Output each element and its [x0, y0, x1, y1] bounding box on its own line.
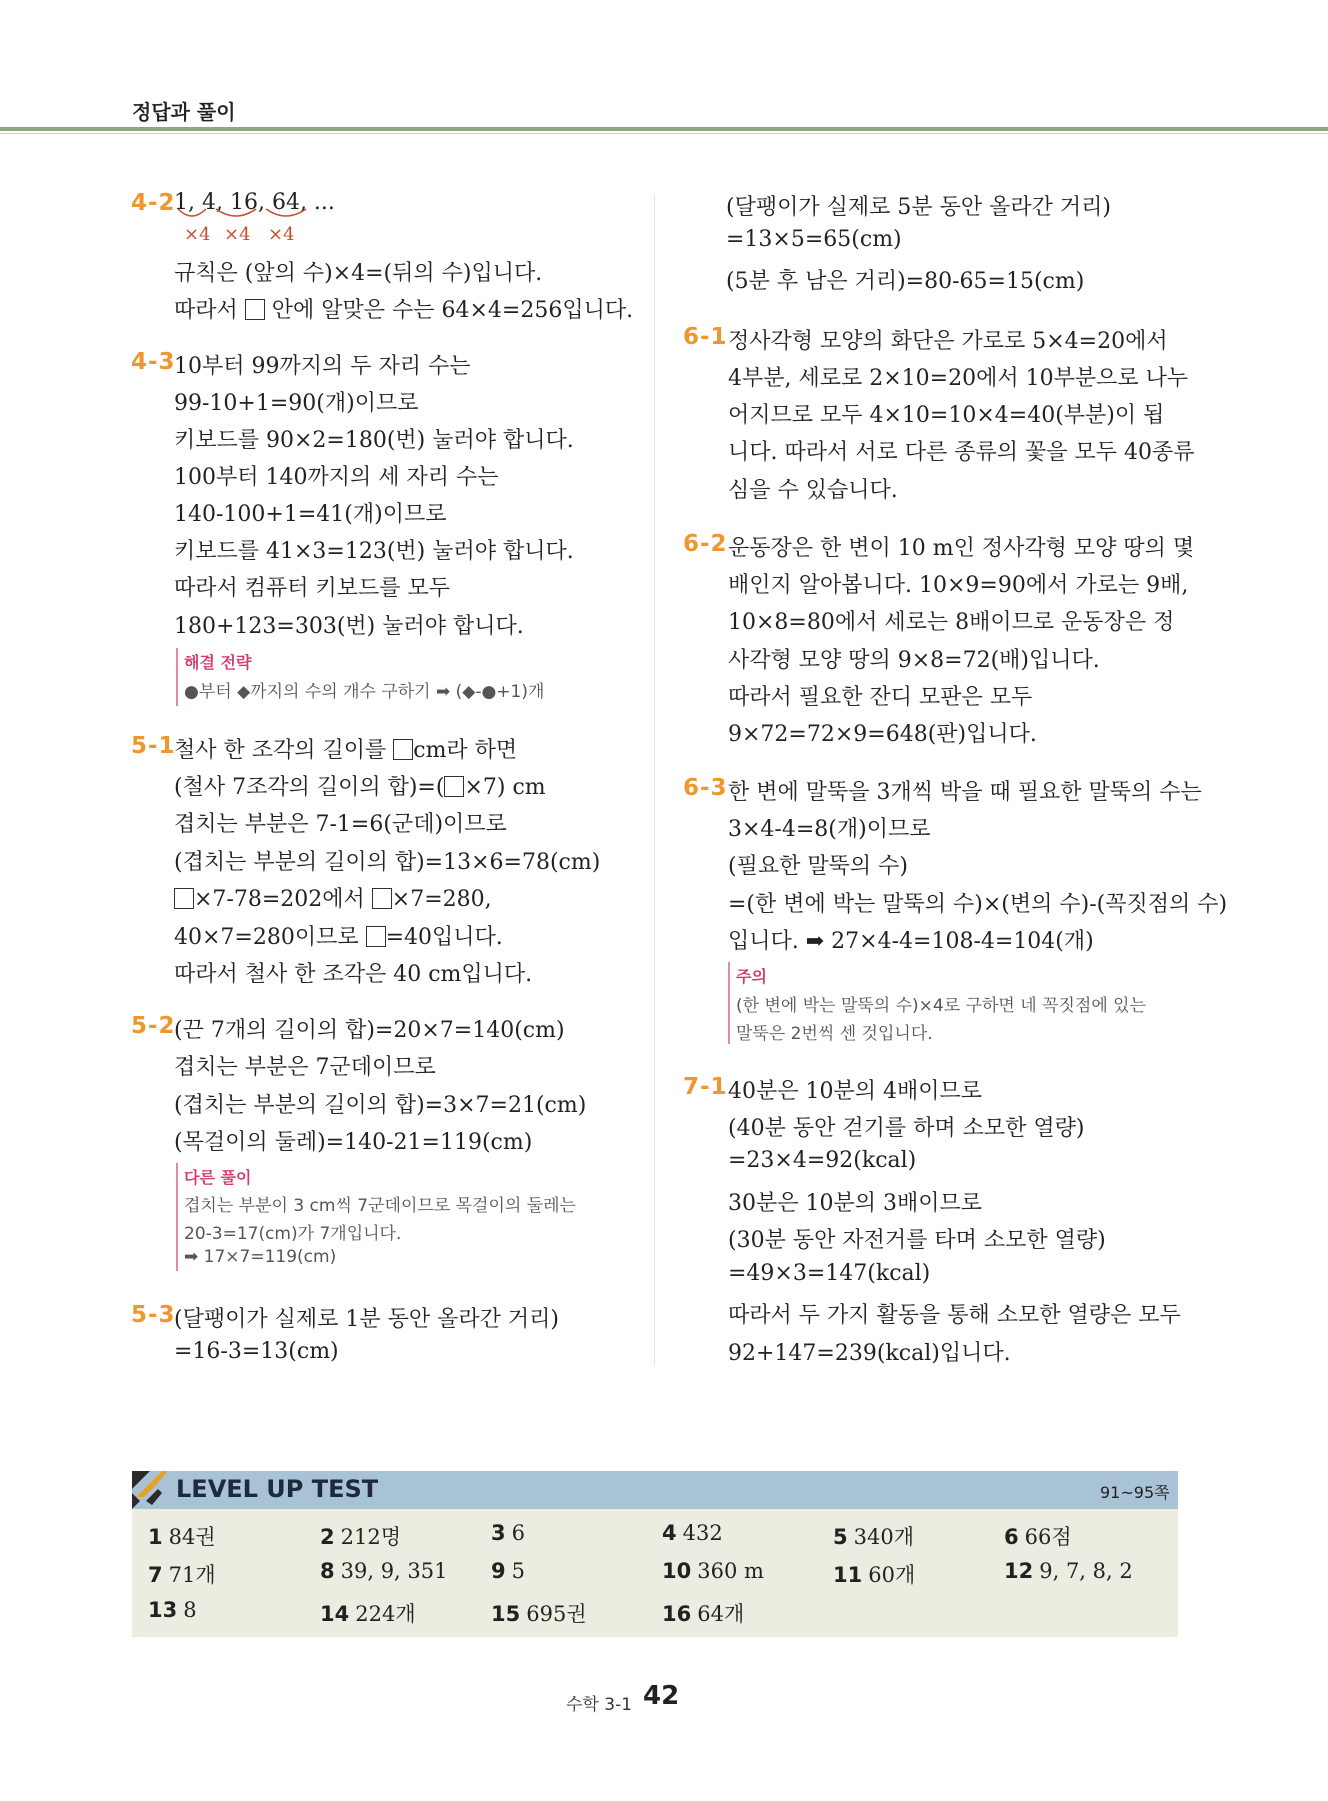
- answer-item: 6 66점: [1004, 1525, 1072, 1549]
- solution-line: 10부터 99까지의 두 자리 수는: [174, 354, 471, 379]
- problem-number: 5-2: [131, 1013, 176, 1039]
- solution-line: 따라서 필요한 잔디 모판은 모두: [728, 685, 1033, 710]
- solution-line: 따라서 안에 알맞은 수는 64×4=256입니다.: [174, 298, 634, 323]
- column-divider: [654, 195, 655, 1365]
- solution-line: (겹치는 부분의 길이의 합)=3×7=21(cm): [174, 1093, 587, 1118]
- solution-line: 99-10+1=90(개)이므로: [174, 391, 419, 416]
- level-up-pages: 91~95쪽: [1100, 1483, 1170, 1502]
- blank-box: [366, 926, 386, 947]
- page-number: 42: [643, 1681, 680, 1711]
- page-header-title: 정답과 풀이: [132, 100, 236, 124]
- answer-item: 2 212명: [320, 1525, 401, 1549]
- solution-line: 40×7=280이므로 =40입니다.: [174, 925, 503, 950]
- level-up-icon: [132, 1471, 172, 1509]
- blank-box: [444, 776, 464, 797]
- sequence: 1, 4, 16, 64, ...: [174, 190, 335, 215]
- solution-line: (40분 동안 걷기를 하며 소모한 열량): [728, 1116, 1085, 1141]
- answer-item: 9 5: [491, 1559, 525, 1583]
- note-label: 다른 풀이: [184, 1168, 252, 1187]
- note-text: 말뚝은 2번씩 센 것입니다.: [736, 1024, 933, 1044]
- solution-line: 어지므로 모두 4×10=10×4=40(부분)이 됩: [728, 403, 1165, 428]
- answer-item: 11 60개: [833, 1563, 916, 1587]
- blank-box: [174, 888, 194, 909]
- solution-line: (끈 7개의 길이의 합)=20×7=140(cm): [174, 1018, 565, 1043]
- blank-box: [372, 888, 392, 909]
- solution-line: (달팽이가 실제로 1분 동안 올라간 거리): [174, 1307, 559, 1332]
- solution-line: 키보드를 90×2=180(번) 눌러야 합니다.: [174, 428, 574, 453]
- note-bar: [728, 962, 730, 1044]
- solution-line: =49×3=147(kcal): [728, 1261, 931, 1286]
- solution-line: 10×8=80에서 세로는 8배이므로 운동장은 정: [728, 610, 1175, 635]
- multiplier-label: ×4: [268, 224, 295, 245]
- solution-line: =16-3=13(cm): [174, 1339, 339, 1364]
- answer-item: 4 432: [662, 1521, 723, 1545]
- note-label: 해결 전략: [184, 653, 252, 672]
- solution-line: 따라서 두 가지 활동을 통해 소모한 열량은 모두: [728, 1303, 1181, 1328]
- sequence-arrows: [170, 205, 330, 225]
- blank-box: [393, 739, 413, 760]
- solution-line: 100부터 140까지의 세 자리 수는: [174, 465, 499, 490]
- solution-line: 입니다. ➡ 27×4-4=108-4=104(개): [728, 929, 1094, 954]
- answer-item: 3 6: [491, 1521, 525, 1545]
- answer-item: 14 224개: [320, 1602, 416, 1626]
- solution-line: 키보드를 41×3=123(번) 눌러야 합니다.: [174, 539, 574, 564]
- answer-item: 16 64개: [662, 1602, 745, 1626]
- solution-line: =23×4=92(kcal): [728, 1148, 917, 1173]
- solution-line: =13×5=65(cm): [726, 227, 902, 252]
- header-rule-thin: [0, 133, 1328, 134]
- solution-line: 140-100+1=41(개)이므로: [174, 502, 447, 527]
- problem-number: 7-1: [683, 1074, 728, 1100]
- problem-number: 4-2: [131, 190, 176, 216]
- solution-line: 철사 한 조각의 길이를 cm라 하면: [174, 738, 518, 763]
- solution-line: (30분 동안 자전거를 타며 소모한 열량): [728, 1228, 1106, 1253]
- note-bar: [176, 648, 178, 706]
- solution-line: (철사 7조각의 길이의 합)=( ×7) cm: [174, 775, 546, 800]
- solution-line: (달팽이가 실제로 5분 동안 올라간 거리): [726, 195, 1111, 220]
- solution-line: (겹치는 부분의 길이의 합)=13×6=78(cm): [174, 850, 601, 875]
- problem-number: 6-3: [683, 775, 728, 801]
- solution-line: 정사각형 모양의 화단은 가로로 5×4=20에서: [728, 329, 1168, 354]
- blank-box: [245, 299, 265, 320]
- solution-line: 92+147=239(kcal)입니다.: [728, 1341, 1011, 1366]
- note-text: ➡ 17×7=119(cm): [184, 1247, 337, 1267]
- solution-line: 180+123=303(번) 눌러야 합니다.: [174, 614, 524, 639]
- solution-line: 9×72=72×9=648(판)입니다.: [728, 722, 1037, 747]
- problem-number: 6-2: [683, 531, 728, 557]
- answer-item: 15 695권: [491, 1602, 587, 1626]
- solution-line: 40분은 10분의 4배이므로: [728, 1079, 982, 1104]
- note-text: (한 변에 박는 말뚝의 수)×4로 구하면 네 꼭짓점에 있는: [736, 996, 1146, 1016]
- solution-line: 4부분, 세로로 2×10=20에서 10부분으로 나누: [728, 366, 1189, 391]
- note-label: 주의: [736, 967, 767, 986]
- solution-line: 한 변에 말뚝을 3개씩 박을 때 필요한 말뚝의 수는: [728, 780, 1202, 805]
- multiplier-label: ×4: [184, 224, 211, 245]
- solution-line: 심을 수 있습니다.: [728, 478, 898, 503]
- multiplier-label: ×4: [224, 224, 251, 245]
- answer-item: 13 8: [148, 1598, 197, 1622]
- solution-line: 사각형 모양 땅의 9×8=72(배)입니다.: [728, 648, 1100, 673]
- solution-line: 따라서 철사 한 조각은 40 cm입니다.: [174, 962, 533, 987]
- note-text: 겹치는 부분이 3 cm씩 7군데이므로 목걸이의 둘레는: [184, 1196, 576, 1216]
- solution-line: 배인지 알아봅니다. 10×9=90에서 가로는 9배,: [728, 573, 1189, 598]
- answer-item: 1 84권: [148, 1525, 216, 1549]
- solution-line: 겹치는 부분은 7-1=6(군데)이므로: [174, 812, 507, 837]
- note-bar: [176, 1163, 178, 1271]
- solution-line: ×7-78=202에서 ×7=280,: [174, 882, 492, 913]
- solution-line: 겹치는 부분은 7군데이므로: [174, 1055, 436, 1080]
- solution-line: 따라서 컴퓨터 키보드를 모두: [174, 576, 451, 601]
- solution-line: (필요한 말뚝의 수): [728, 854, 908, 879]
- problem-number: 5-1: [131, 733, 176, 759]
- solution-line: 30분은 10분의 3배이므로: [728, 1191, 982, 1216]
- answer-item: 12 9, 7, 8, 2: [1004, 1559, 1133, 1583]
- level-up-title: LEVEL UP TEST: [176, 1475, 379, 1503]
- solution-line: 운동장은 한 변이 10 m인 정사각형 모양 땅의 몇: [728, 536, 1195, 561]
- problem-number: 5-3: [131, 1302, 176, 1328]
- answer-item: 8 39, 9, 351: [320, 1559, 448, 1583]
- answer-item: 5 340개: [833, 1525, 914, 1549]
- solution-line: 규칙은 (앞의 수)×4=(뒤의 수)입니다.: [174, 261, 543, 286]
- note-text: ●부터 ◆까지의 수의 개수 구하기 ➡ (◆-●+1)개: [184, 682, 545, 702]
- solution-line: (5분 후 남은 거리)=80-65=15(cm): [726, 269, 1085, 294]
- header-rule: [0, 127, 1328, 131]
- footer-book-title: 수학 3-1: [566, 1695, 633, 1715]
- answer-item: 10 360 m: [662, 1559, 764, 1583]
- problem-number: 6-1: [683, 324, 728, 350]
- note-text: 20-3=17(cm)가 7개입니다.: [184, 1224, 402, 1244]
- solution-line: 3×4-4=8(개)이므로: [728, 817, 931, 842]
- solution-line: =(한 변에 박는 말뚝의 수)×(변의 수)-(꼭짓점의 수): [728, 892, 1228, 917]
- solution-line: (목걸이의 둘레)=140-21=119(cm): [174, 1130, 533, 1155]
- solution-line: 니다. 따라서 서로 다른 종류의 꽃을 모두 40종류: [728, 440, 1195, 465]
- problem-number: 4-3: [131, 349, 176, 375]
- answer-item: 7 71개: [148, 1563, 216, 1587]
